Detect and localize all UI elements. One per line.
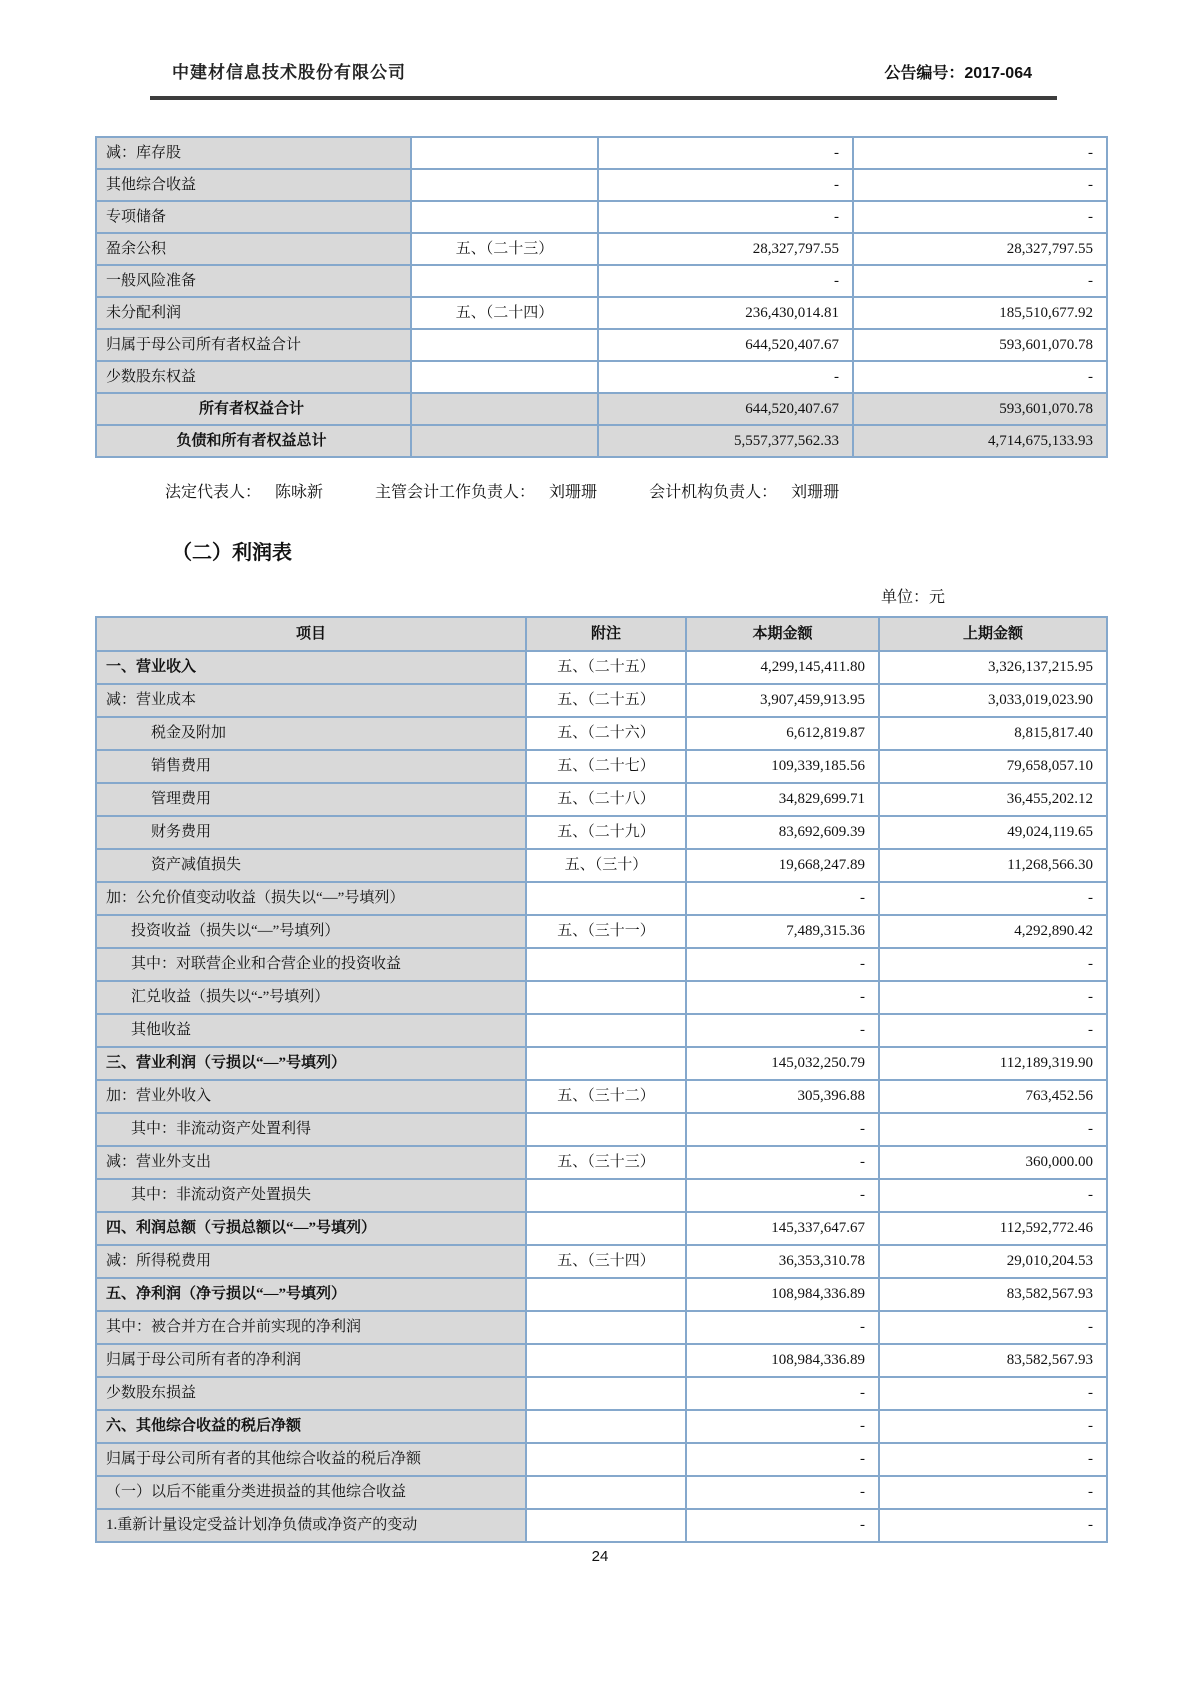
column-header-prior: 上期金额	[879, 617, 1107, 651]
cell-note	[411, 393, 598, 425]
cell-current: 5,557,377,562.33	[598, 425, 853, 457]
cell-current: 305,396.88	[686, 1080, 879, 1113]
table-row	[96, 169, 1107, 201]
chief-accountant	[375, 479, 597, 502]
cell-note	[526, 1179, 686, 1212]
cell-prior: 79,658,057.10	[879, 750, 1107, 783]
cell-note: 五、（二十八）	[526, 783, 686, 816]
cell-current: -	[686, 1476, 879, 1509]
company-name: 中建材信息技术股份有限公司	[172, 63, 406, 82]
cell-note	[411, 361, 598, 393]
cell-note: 五、（三十）	[526, 849, 686, 882]
cell-current: -	[686, 1410, 879, 1443]
cell-note: 五、（三十一）	[526, 915, 686, 948]
cell-note	[411, 425, 598, 457]
cell-label: 一般风险准备	[96, 265, 411, 297]
cell-label: 减：库存股	[96, 137, 411, 169]
cell-prior: -	[879, 1179, 1107, 1212]
cell-current: 83,692,609.39	[686, 816, 879, 849]
cell-label: 税金及附加	[96, 717, 526, 750]
table-row	[96, 297, 1107, 329]
table-row	[96, 1476, 1107, 1509]
cell-label: 加：营业外收入	[96, 1080, 526, 1113]
cell-current: -	[686, 1113, 879, 1146]
cell-current: 36,353,310.78	[686, 1245, 879, 1278]
table-row	[96, 265, 1107, 297]
cell-current: 644,520,407.67	[598, 329, 853, 361]
table-row	[96, 1245, 1107, 1278]
cell-prior: -	[879, 1476, 1107, 1509]
cell-current: 7,489,315.36	[686, 915, 879, 948]
cell-label: 汇兑收益（损失以“-”号填列）	[96, 981, 526, 1014]
cell-prior: -	[879, 1014, 1107, 1047]
cell-note	[526, 1443, 686, 1476]
cell-label: 专项储备	[96, 201, 411, 233]
cell-current: -	[686, 1311, 879, 1344]
cell-note	[526, 1113, 686, 1146]
cell-note	[526, 1014, 686, 1047]
cell-label: 投资收益（损失以“—”号填列）	[96, 915, 526, 948]
cell-note	[526, 882, 686, 915]
cell-current: 145,032,250.79	[686, 1047, 879, 1080]
cell-note: 五、（三十四）	[526, 1245, 686, 1278]
column-header-current: 本期金额	[686, 617, 879, 651]
cell-prior: 185,510,677.92	[853, 297, 1107, 329]
table-row	[96, 1146, 1107, 1179]
table-row	[96, 849, 1107, 882]
cell-label: 一、营业收入	[96, 651, 526, 684]
cell-note	[526, 981, 686, 1014]
table-row	[96, 1113, 1107, 1146]
cell-label: 其中：被合并方在合并前实现的净利润	[96, 1311, 526, 1344]
cell-current: 19,668,247.89	[686, 849, 879, 882]
signatories-line	[165, 479, 839, 502]
cell-current: -	[686, 1509, 879, 1542]
cell-note: 五、（三十二）	[526, 1080, 686, 1113]
table-row	[96, 1509, 1107, 1542]
cell-prior: 83,582,567.93	[879, 1278, 1107, 1311]
cell-note	[411, 137, 598, 169]
cell-prior: 3,326,137,215.95	[879, 651, 1107, 684]
cell-prior: 3,033,019,023.90	[879, 684, 1107, 717]
cell-current: 4,299,145,411.80	[686, 651, 879, 684]
table-row	[96, 329, 1107, 361]
cell-label: 其他收益	[96, 1014, 526, 1047]
cell-current: -	[598, 201, 853, 233]
table-row	[96, 1311, 1107, 1344]
cell-prior: 360,000.00	[879, 1146, 1107, 1179]
header-row	[96, 617, 1107, 651]
cell-current: 6,612,819.87	[686, 717, 879, 750]
cell-prior: 4,714,675,133.93	[853, 425, 1107, 457]
cell-prior: 593,601,070.78	[853, 329, 1107, 361]
cell-current: -	[686, 1146, 879, 1179]
cell-current: 108,984,336.89	[686, 1278, 879, 1311]
cell-prior: 112,592,772.46	[879, 1212, 1107, 1245]
cell-prior: 29,010,204.53	[879, 1245, 1107, 1278]
cell-label: 六、其他综合收益的税后净额	[96, 1410, 526, 1443]
cell-current: -	[598, 265, 853, 297]
table-row	[96, 684, 1107, 717]
cell-label: 销售费用	[96, 750, 526, 783]
cell-note	[526, 1377, 686, 1410]
cell-note: 五、（二十七）	[526, 750, 686, 783]
cell-note	[526, 1047, 686, 1080]
column-header-note: 附注	[526, 617, 686, 651]
chief-accountant-name: 刘珊珊	[549, 484, 598, 501]
cell-note	[526, 1344, 686, 1377]
cell-label: 其中：对联营企业和合营企业的投资收益	[96, 948, 526, 981]
section-title: （二）利润表	[172, 542, 292, 564]
cell-note	[526, 948, 686, 981]
legal-representative-label: 法定代表人：	[165, 484, 262, 501]
table-row	[96, 1179, 1107, 1212]
cell-prior: -	[879, 981, 1107, 1014]
cell-current: -	[686, 981, 879, 1014]
cell-note	[526, 1476, 686, 1509]
legal-representative-name: 陈咏新	[275, 484, 324, 501]
cell-current: 236,430,014.81	[598, 297, 853, 329]
cell-label: 其中：非流动资产处置损失	[96, 1179, 526, 1212]
cell-note	[411, 201, 598, 233]
cell-current: -	[686, 1014, 879, 1047]
cell-prior: 11,268,566.30	[879, 849, 1107, 882]
cell-label: 减：所得税费用	[96, 1245, 526, 1278]
table-row	[96, 750, 1107, 783]
table-row	[96, 1047, 1107, 1080]
cell-note	[526, 1509, 686, 1542]
cell-prior: 593,601,070.78	[853, 393, 1107, 425]
table-row	[96, 1212, 1107, 1245]
cell-note: 五、（二十五）	[526, 651, 686, 684]
cell-current: -	[598, 137, 853, 169]
table-row	[96, 783, 1107, 816]
table-row	[96, 361, 1107, 393]
table-row	[96, 717, 1107, 750]
table-row	[96, 425, 1107, 457]
income-statement-table	[95, 616, 1108, 1543]
cell-current: 109,339,185.56	[686, 750, 879, 783]
cell-note	[411, 329, 598, 361]
cell-current: -	[686, 1443, 879, 1476]
cell-label: 减：营业成本	[96, 684, 526, 717]
header-rule	[150, 96, 1057, 100]
cell-prior: -	[879, 1410, 1107, 1443]
table-row	[96, 1014, 1107, 1047]
cell-current: 108,984,336.89	[686, 1344, 879, 1377]
cell-prior: -	[879, 1113, 1107, 1146]
page-number: 24	[591, 1548, 609, 1565]
notice-label: 公告编号：	[884, 65, 965, 82]
cell-label: 少数股东权益	[96, 361, 411, 393]
cell-label: 未分配利润	[96, 297, 411, 329]
accounting-dept-head-label: 会计机构负责人：	[649, 484, 778, 501]
chief-accountant-label: 主管会计工作负责人：	[375, 484, 536, 501]
cell-label: 少数股东损益	[96, 1377, 526, 1410]
cell-current: 34,829,699.71	[686, 783, 879, 816]
cell-note: 五、（二十六）	[526, 717, 686, 750]
cell-prior: -	[853, 361, 1107, 393]
cell-label: （一）以后不能重分类进损益的其他综合收益	[96, 1476, 526, 1509]
cell-prior: 83,582,567.93	[879, 1344, 1107, 1377]
table-row	[96, 233, 1107, 265]
cell-label: 资产减值损失	[96, 849, 526, 882]
cell-prior: -	[879, 1509, 1107, 1542]
cell-note	[411, 169, 598, 201]
cell-prior: -	[879, 882, 1107, 915]
table-row	[96, 1443, 1107, 1476]
cell-current: 3,907,459,913.95	[686, 684, 879, 717]
accounting-dept-head-name: 刘珊珊	[791, 484, 840, 501]
cell-current: 28,327,797.55	[598, 233, 853, 265]
cell-label: 1.重新计量设定受益计划净负债或净资产的变动	[96, 1509, 526, 1542]
cell-label: 归属于母公司所有者的其他综合收益的税后净额	[96, 1443, 526, 1476]
cell-prior: -	[879, 1443, 1107, 1476]
table-row	[96, 882, 1107, 915]
cell-note: 五、（二十三）	[411, 233, 598, 265]
table-row	[96, 948, 1107, 981]
cell-label: 四、利润总额（亏损总额以“—”号填列）	[96, 1212, 526, 1245]
cell-current: -	[598, 361, 853, 393]
table-row	[96, 651, 1107, 684]
cell-label: 负债和所有者权益总计	[96, 425, 411, 457]
table-row	[96, 981, 1107, 1014]
cell-label: 管理费用	[96, 783, 526, 816]
cell-current: -	[686, 1179, 879, 1212]
cell-note	[526, 1410, 686, 1443]
cell-current: -	[598, 169, 853, 201]
legal-representative	[165, 479, 323, 502]
cell-prior: 28,327,797.55	[853, 233, 1107, 265]
cell-prior: -	[853, 201, 1107, 233]
cell-note	[526, 1311, 686, 1344]
cell-label: 加：公允价值变动收益（损失以“—”号填列）	[96, 882, 526, 915]
table-row	[96, 137, 1107, 169]
table-row	[96, 1080, 1107, 1113]
accounting-dept-head	[649, 479, 839, 502]
table-row	[96, 201, 1107, 233]
cell-prior: 112,189,319.90	[879, 1047, 1107, 1080]
cell-label: 减：营业外支出	[96, 1146, 526, 1179]
cell-prior: 8,815,817.40	[879, 717, 1107, 750]
cell-prior: -	[853, 265, 1107, 297]
cell-note	[526, 1212, 686, 1245]
cell-current: -	[686, 882, 879, 915]
notice-number	[884, 60, 1032, 83]
cell-label: 归属于母公司所有者的净利润	[96, 1344, 526, 1377]
cell-current: -	[686, 1377, 879, 1410]
table-row	[96, 915, 1107, 948]
cell-current: 644,520,407.67	[598, 393, 853, 425]
table-row	[96, 1410, 1107, 1443]
column-header-item: 项目	[96, 617, 526, 651]
cell-prior: -	[879, 1311, 1107, 1344]
cell-prior: -	[853, 137, 1107, 169]
cell-current: 145,337,647.67	[686, 1212, 879, 1245]
table-row	[96, 1377, 1107, 1410]
cell-label: 财务费用	[96, 816, 526, 849]
page-header	[172, 58, 1032, 83]
table-row	[96, 1278, 1107, 1311]
cell-note: 五、（三十三）	[526, 1146, 686, 1179]
cell-prior: -	[879, 1377, 1107, 1410]
table-row	[96, 1344, 1107, 1377]
cell-note	[411, 265, 598, 297]
cell-note: 五、（二十五）	[526, 684, 686, 717]
cell-label: 五、净利润（净亏损以“—”号填列）	[96, 1278, 526, 1311]
cell-prior: -	[853, 169, 1107, 201]
cell-label: 其中：非流动资产处置利得	[96, 1113, 526, 1146]
cell-note: 五、（二十四）	[411, 297, 598, 329]
cell-prior: -	[879, 948, 1107, 981]
cell-label: 其他综合收益	[96, 169, 411, 201]
balance-sheet-table	[95, 136, 1108, 458]
cell-current: -	[686, 948, 879, 981]
cell-prior: 49,024,119.65	[879, 816, 1107, 849]
unit-label: 单位：元	[880, 589, 945, 606]
cell-prior: 36,455,202.12	[879, 783, 1107, 816]
cell-prior: 4,292,890.42	[879, 915, 1107, 948]
cell-label: 归属于母公司所有者权益合计	[96, 329, 411, 361]
cell-label: 所有者权益合计	[96, 393, 411, 425]
cell-prior: 763,452.56	[879, 1080, 1107, 1113]
cell-label: 三、营业利润（亏损以“—”号填列）	[96, 1047, 526, 1080]
cell-note	[526, 1278, 686, 1311]
cell-note: 五、（二十九）	[526, 816, 686, 849]
cell-label: 盈余公积	[96, 233, 411, 265]
table-row	[96, 816, 1107, 849]
table-row	[96, 393, 1107, 425]
notice-value: 2017-064	[964, 65, 1032, 82]
